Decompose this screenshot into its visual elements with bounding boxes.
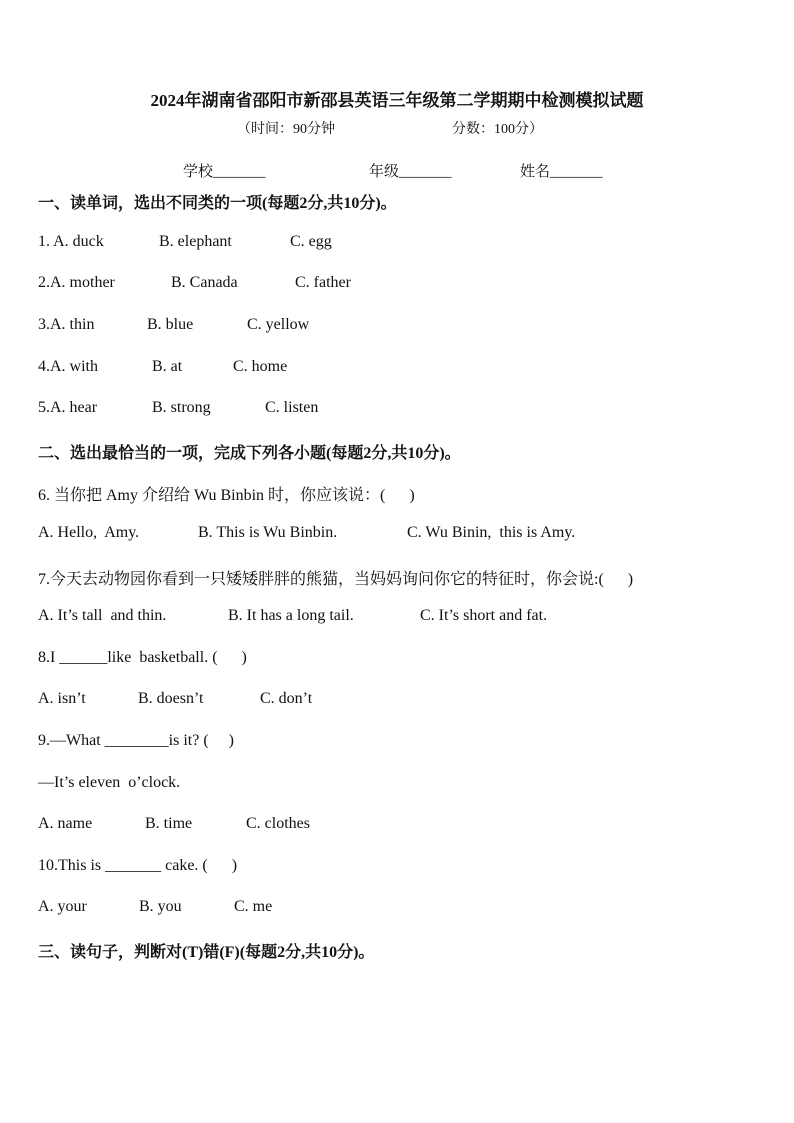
- q2-option-c: C. father: [295, 274, 351, 291]
- q7-stem: 7.今天去动物园你看到一只矮矮胖胖的熊猫，当妈妈询问你它的特征时，你会说:( ): [38, 571, 634, 588]
- q6-option-b: B. This is Wu Binbin.: [198, 524, 338, 541]
- q9-answer-line: —It’s eleven o’clock.: [38, 774, 181, 791]
- q8-stem: 8.I ______like basketball. ( ): [38, 649, 247, 666]
- q4-option-c: C. home: [233, 358, 288, 375]
- q10-option-b: B. you: [139, 898, 182, 915]
- q7-option-b: B. It has a long tail.: [228, 607, 354, 624]
- q1-option-c: C. egg: [290, 233, 332, 250]
- q4-option-a: 4.A. with: [38, 358, 98, 375]
- q10-option-a: A. your: [38, 898, 87, 915]
- q3-option-c: C. yellow: [247, 316, 310, 333]
- q10-option-c: C. me: [234, 898, 273, 915]
- q1-option-a: 1. A. duck: [38, 233, 104, 250]
- q9-option-a: A. name: [38, 815, 93, 832]
- q9-option-b: B. time: [145, 815, 193, 832]
- q8-option-c: C. don’t: [260, 690, 313, 707]
- q5-option-a: 5.A. hear: [38, 399, 98, 416]
- q7-option-c: C. It’s short and fat.: [420, 607, 548, 624]
- section3-heading: 三、读句子，判断对(T)错(F)(每题2分,共10分)。: [38, 944, 375, 961]
- q3-option-b: B. blue: [147, 316, 194, 333]
- q4-option-b: B. at: [152, 358, 183, 375]
- name-field: 姓名_______: [520, 164, 603, 180]
- q6-stem: 6. 当你把 Amy 介绍给 Wu Binbin 时，你应该说：( ): [38, 487, 415, 504]
- school-field: 学校_______: [183, 164, 266, 180]
- q10-stem: 10.This is _______ cake. ( ): [38, 857, 238, 874]
- section2-heading: 二、选出最恰当的一项，完成下列各小题(每题2分,共10分)。: [38, 445, 461, 462]
- exam-time: （时间：90分钟: [237, 122, 335, 137]
- q3-option-a: 3.A. thin: [38, 316, 95, 333]
- q7-option-a: A. It’s tall and thin.: [38, 607, 167, 624]
- q2-option-b: B. Canada: [171, 274, 238, 291]
- q9-stem: 9.—What ________is it? ( ): [38, 732, 234, 749]
- exam-title: 2024年湖南省邵阳市新邵县英语三年级第二学期期中检测模拟试题: [150, 91, 644, 110]
- q5-option-c: C. listen: [265, 399, 319, 416]
- grade-field: 年级_______: [369, 164, 452, 180]
- q8-option-a: A. isn’t: [38, 690, 86, 707]
- section1-heading: 一、读单词，选出不同类的一项(每题2分,共10分)。: [38, 195, 397, 212]
- exam-score: 分数：100分）: [452, 122, 543, 137]
- q6-option-c: C. Wu Binin, this is Amy.: [407, 524, 576, 541]
- q2-option-a: 2.A. mother: [38, 274, 115, 291]
- q9-option-c: C. clothes: [246, 815, 310, 832]
- q6-option-a: A. Hello, Amy.: [38, 524, 140, 541]
- q8-option-b: B. doesn’t: [138, 690, 204, 707]
- q5-option-b: B. strong: [152, 399, 211, 416]
- q1-option-b: B. elephant: [159, 233, 232, 250]
